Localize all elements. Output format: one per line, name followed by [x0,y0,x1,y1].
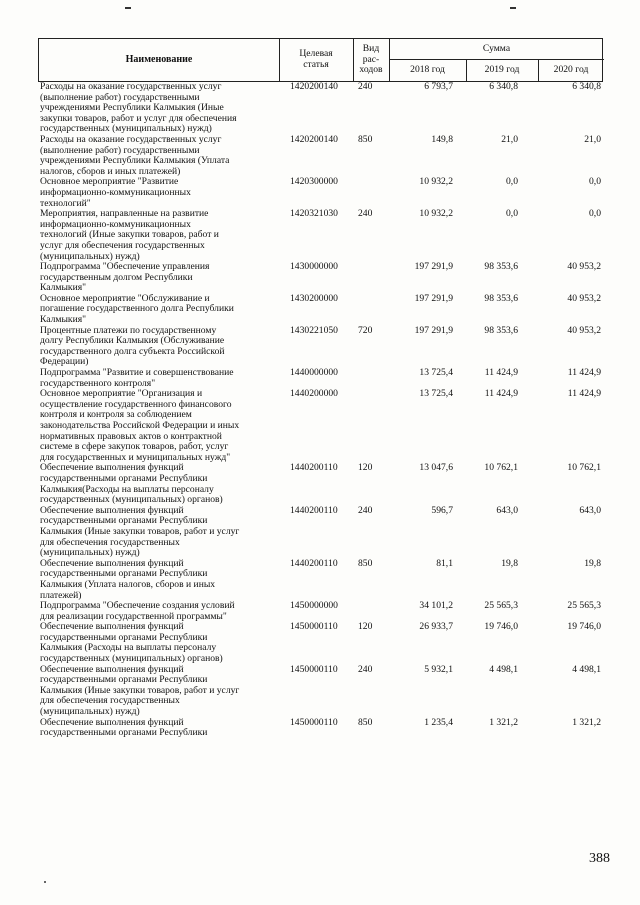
row-sum-2019: 0,0 [506,208,518,220]
row-target-article: 1450000000 [290,600,338,612]
header-name: Наименование [39,39,280,81]
row-name-line: Подпрограмма "Развитие и совершенствование [40,367,234,379]
row-name [38,326,278,368]
table-header [38,38,603,82]
table-row [38,326,603,368]
header-expense-type [353,39,390,81]
row-expense-type: 120 [358,462,373,474]
row-sum-2019: 0,0 [506,176,518,188]
table-row [38,718,603,739]
row-name [38,262,278,294]
row-expense-type: 240 [358,663,373,675]
row-name-line: для обеспечения государственных [40,536,180,548]
header-target-article [279,39,354,81]
row-sum-2018: 13 725,4 [419,367,453,379]
row-target-article: 1420300000 [290,176,338,188]
header-year-2020: 2020 год [553,63,589,75]
row-sum-2019: 10 762,1 [484,462,518,474]
row-name-line: государственных (муниципальных) нужд) [40,123,212,135]
row-name [38,368,278,389]
row-sum-2018: 81,1 [436,557,453,569]
row-name-line: Обеспечение выполнения функций [40,663,184,675]
row-name-line: технологий (Иные закупки товаров, работ и [40,229,219,241]
header-target-line: статья [303,59,329,70]
row-name-line: государственными органами Республики [40,515,208,527]
row-target-article: 1430000000 [290,261,338,273]
row-sum-2020: 40 953,2 [567,292,601,304]
row-name-line: Обеспечение выполнения функций [40,621,184,633]
scan-mark [125,7,131,9]
row-name-line: технологий" [40,197,91,209]
row-name-line: государственными органами Республики [40,674,208,686]
row-name-line: государственными органами Республики [40,568,208,580]
row-name-line: Основное мероприятие "Организация и [40,388,203,400]
row-sum-2020: 19 746,0 [567,621,601,633]
header-vid-line: ходов [359,64,383,76]
row-name [38,209,278,262]
row-sum-2020: 643,0 [579,504,601,516]
row-target-article: 1420200140 [290,81,338,92]
row-name-line: погашение государственного долга Республики [40,303,234,315]
row-expense-type: 240 [358,81,373,92]
row-name-line: Основное мероприятие "Развитие [40,176,179,188]
row-name-line: Подпрограмма "Обеспечение создания условий [40,600,235,612]
row-target-article: 1420200140 [290,133,338,145]
row-sum-2018: 1 235,4 [424,716,453,728]
scan-mark [510,7,516,9]
row-name-line: Калмыкия (Иные закупки товаров, работ и услуг [40,684,240,696]
row-name-line: (муниципальных) нужд) [40,250,140,262]
row-sum-2019: 98 353,6 [484,292,518,304]
row-sum-2020: 40 953,2 [567,324,601,336]
row-name-line: учреждениями Республики Калмыкия (Уплата [40,155,230,167]
row-sum-2018: 34 101,2 [419,600,453,612]
row-target-article: 1440000000 [290,367,338,379]
row-sum-2020: 1 321,2 [572,716,601,728]
header-vid-line: рас- [362,53,380,65]
row-sum-2019: 643,0 [496,504,518,516]
row-name-line: для реализации государственной программы" [40,610,227,622]
row-expense-type: 120 [358,621,373,633]
page-number: 388 [589,851,610,866]
row-sum-2018: 596,7 [431,504,453,516]
row-name-line: (выполнение работ) государственными [40,144,200,156]
header-year-2018: 2018 год [389,59,467,81]
row-target-article: 1440200110 [290,504,338,516]
row-sum-2018: 197 291,9 [414,292,453,304]
row-name-line: Расходы на оказание государственных услуг [40,81,222,92]
row-name-line: Подпрограмма "Обеспечение управления [40,261,210,273]
row-sum-2019: 25 565,3 [484,600,518,612]
row-sum-2019: 1 321,2 [489,716,518,728]
row-sum-2018: 26 933,7 [419,621,453,633]
row-name-line: государственными органами Республики [40,472,208,484]
row-name-line: (выполнение работ) государственными [40,91,200,103]
table-row [38,463,603,505]
row-name-line: контроля и контроля за соблюдением [40,409,192,421]
header-vid-line: Вид [362,43,380,55]
table-row [38,389,603,463]
row-sum-2020: 10 762,1 [567,462,601,474]
row-sum-2020: 11 424,9 [567,367,601,379]
row-name-line: услуг для обеспечения государственных [40,239,205,251]
scan-mark [44,881,46,883]
row-sum-2020: 0,0 [589,208,601,220]
row-name-line: нормативных правовых актов о контрактной [40,430,222,442]
row-sum-2019: 19 746,0 [484,621,518,633]
row-name-line: законодательства Российской Федерации и иных [40,420,240,431]
row-name-line: осуществление государственного финансового [40,398,232,410]
row-name-line: для обеспечения государственных [40,695,180,707]
row-sum-2019: 98 353,6 [484,324,518,336]
row-sum-2019: 19,8 [501,557,518,569]
row-name-line: Основное мероприятие "Обслуживание и [40,292,210,304]
table-row [38,262,603,294]
header-year-2019: 2019 год [466,59,539,81]
row-target-article: 1450000110 [290,621,338,633]
row-target-article: 1430200000 [290,292,338,304]
row-name-line: Калмыкия" [40,314,87,326]
row-target-article: 1440200000 [290,388,338,400]
row-name-line: (муниципальных) нужд) [40,706,140,718]
row-name-line: налогов, сборов и иных платежей) [40,165,181,177]
row-expense-type: 240 [358,208,373,220]
row-name-line: Мероприятия, направленные на развитие [40,208,209,220]
row-name-line: государственными органами Республики [40,727,208,739]
row-sum-2020: 0,0 [589,176,601,188]
row-name-line: системе в сфере закупок товаров, работ, услуг [40,441,229,453]
row-sum-2019: 4 498,1 [489,663,518,675]
row-target-article: 1430221050 [290,324,338,336]
row-sum-2020: 40 953,2 [567,261,601,273]
row-name-line: Процентные платежи по государственному [40,324,217,336]
row-sum-2019: 11 424,9 [484,388,518,400]
row-name-line: Федерации) [40,356,89,368]
table-row [38,177,603,209]
row-name-line: Калмыкия (Иные закупки товаров, работ и услуг [40,525,240,537]
row-sum-2018: 10 932,2 [419,208,453,220]
row-sum-2020: 25 565,3 [567,600,601,612]
row-sum-2018: 149,8 [431,133,453,145]
header-sum: Сумма [389,39,604,60]
row-expense-type: 720 [358,324,373,336]
row-name-line: государственных (муниципальных) органов) [40,494,223,506]
table-row [38,506,603,559]
row-sum-2018: 197 291,9 [414,261,453,273]
row-name-line: государственного контроля" [40,377,156,389]
row-sum-2019: 98 353,6 [484,261,518,273]
table-row [38,135,603,177]
table-row [38,601,603,622]
row-target-article: 1450000110 [290,663,338,675]
row-sum-2019: 11 424,9 [484,367,518,379]
row-sum-2018: 13 047,6 [419,462,453,474]
row-name-line: Калмыкия(Расходы на выплаты персоналу [40,483,214,495]
table-row [38,368,603,389]
table-body [38,82,603,739]
row-sum-2018: 197 291,9 [414,324,453,336]
row-name-line: долгу Республики Калмыкия (Обслуживание [40,335,225,347]
row-name [38,135,278,177]
row-sum-2018: 5 932,1 [424,663,453,675]
row-sum-2020: 11 424,9 [567,388,601,400]
row-sum-2019: 6 340,8 [489,81,518,92]
row-name-line: Обеспечение выполнения функций [40,557,184,569]
row-name-line: государственными органами Республики [40,631,208,643]
row-name-line: для государственных и муниципальных нужд" [40,451,231,463]
row-name-line: Обеспечение выполнения функций [40,716,184,728]
row-name [38,82,278,135]
row-sum-2018: 13 725,4 [419,388,453,400]
row-sum-2020: 21,0 [584,133,601,145]
row-sum-2020: 6 340,8 [572,81,601,92]
row-name [38,622,278,664]
row-name [38,506,278,559]
row-name-line: Калмыкия (Уплата налогов, сборов и иных [40,578,216,590]
row-name-line: Калмыкия (Расходы на выплаты персоналу [40,642,217,654]
row-name [38,601,278,622]
header-target-line: Целевая [299,48,333,60]
row-expense-type: 850 [358,557,373,569]
row-name [38,559,278,601]
table-row [38,294,603,326]
table-row [38,622,603,664]
row-expense-type: 850 [358,133,373,145]
row-target-article: 1450000110 [290,716,338,728]
row-name-line: платежей) [40,589,82,601]
row-name-line: закупки товаров, работ и услуг для обеспечения [40,112,237,124]
table-row [38,82,603,135]
row-name-line: информационно-коммуникационных [40,218,191,230]
row-name [38,177,278,209]
table-row [38,665,603,718]
row-name-line: Обеспечение выполнения функций [40,462,184,474]
row-name-line: (муниципальных) нужд) [40,547,140,559]
row-name-line: Обеспечение выполнения функций [40,504,184,516]
row-sum-2019: 21,0 [501,133,518,145]
row-name [38,294,278,326]
row-name [38,389,278,463]
row-name-line: государственных (муниципальных) органов) [40,653,223,665]
row-expense-type: 240 [358,504,373,516]
row-target-article: 1440200110 [290,557,338,569]
row-name-line: государственного долга субъекта Российской [40,345,225,357]
row-sum-2018: 6 793,7 [424,81,453,92]
table-row [38,559,603,601]
row-target-article: 1420321030 [290,208,338,220]
table-row [38,209,603,262]
row-name-line: учреждениями Республики Калмыкия (Иные [40,102,224,114]
row-name-line: Калмыкия" [40,282,87,294]
row-name [38,665,278,718]
row-name-line: государственным долгом Республики [40,271,193,283]
row-name [38,463,278,505]
budget-table [38,38,603,739]
row-expense-type: 850 [358,716,373,728]
row-sum-2020: 19,8 [584,557,601,569]
row-name [38,718,278,739]
row-name-line: информационно-коммуникационных [40,186,191,198]
row-target-article: 1440200110 [290,462,338,474]
row-sum-2018: 10 932,2 [419,176,453,188]
row-sum-2020: 4 498,1 [572,663,601,675]
row-name-line: Расходы на оказание государственных услуг [40,133,222,145]
